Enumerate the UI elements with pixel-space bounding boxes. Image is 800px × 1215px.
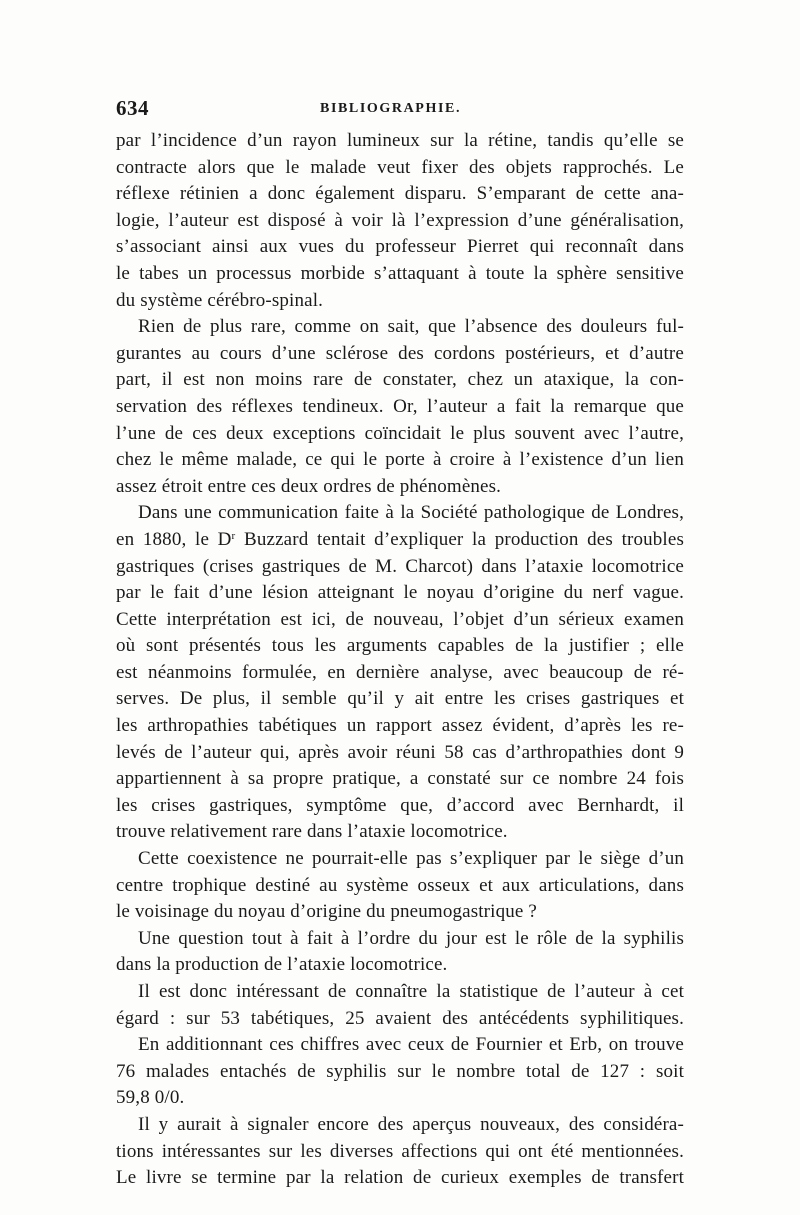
text-line: servation des réflexes tendineux. Or, l’auteur a fait la remarque que xyxy=(116,395,684,417)
text-line: s’associant ainsi aux vues du professeur Pierret qui reconnaît dans xyxy=(116,236,684,258)
text-line: égard : sur 53 tabétiques, 25 avaient des antécédents syphilitiques. xyxy=(116,1007,684,1029)
text-line: assez étroit entre ces deux ordres de phénomènes. xyxy=(116,475,502,497)
text-fragment: Buzzard tentait d’expliquer la production des troubles xyxy=(235,528,684,550)
text-line xyxy=(116,527,684,554)
text-line: le voisinage du noyau d’origine du pneumogastrique ? xyxy=(116,901,537,923)
text-line: levés de l’auteur qui, après avoir réuni 58 cas d’arthropathies dont 9 xyxy=(116,741,684,763)
paragraph-start-line: Il est donc intéressant de connaître la statistique de l’auteur à cet xyxy=(138,981,684,1002)
text-line: par le fait d’une lésion atteignant le noyau d’origine du nerf vague. xyxy=(116,582,684,604)
superscript: r xyxy=(231,529,236,542)
text-line: le tabes un processus morbide s’attaquant à toute la sphère sensitive xyxy=(116,262,684,284)
text-line: par l’incidence d’un rayon lumineux sur la rétine, tandis qu’elle se xyxy=(116,130,684,151)
text-line: 59,8 0/0. xyxy=(116,1087,185,1109)
running-title: BIBLIOGRAPHIE. xyxy=(320,101,462,116)
text-line: Cette interprétation est ici, de nouveau, l’objet d’un sérieux examen xyxy=(116,608,684,630)
text-line: contracte alors que le malade veut fixer des objets rapprochés. Le xyxy=(116,156,684,178)
paragraph-start-line: Une question tout à fait à l’ordre du jour est le rôle de la syphilis xyxy=(138,927,684,949)
paragraph-start-line: Dans une communication faite à la Société pathologique de Londres, xyxy=(138,502,684,524)
text-line: l’une de ces deux exceptions coïncidait le plus souvent avec l’autre, xyxy=(116,422,684,444)
text-line: gurantes au cours d’une sclérose des cordons postérieurs, et d’autre xyxy=(116,342,684,364)
text-line: centre trophique destiné au système osseux et aux articulations, dans xyxy=(116,874,684,896)
text-line: du système cérébro-spinal. xyxy=(116,289,324,311)
text-line: serves. De plus, il semble qu’il y ait entre les crises gastriques et xyxy=(116,688,684,710)
text-line: gastriques (crises gastriques de M. Charcot) dans l’ataxie locomotrice xyxy=(116,555,684,577)
page-number: 634 xyxy=(116,96,149,120)
text-line: les crises gastriques, symptôme que, d’accord avec Bernhardt, il xyxy=(116,794,684,816)
paragraph-start-line: Rien de plus rare, comme on sait, que l’absence des douleurs ful- xyxy=(138,316,684,338)
text-fragment: en 1880, le D xyxy=(116,528,232,550)
paragraph-start-line: En additionnant ces chiffres avec ceux de Fournier et Erb, on trouve xyxy=(138,1034,684,1056)
text-line: les arthropathies tabétiques un rapport assez évident, d’après les re- xyxy=(116,715,684,737)
text-line: Le livre se termine par la relation de curieux exemples de transfert xyxy=(116,1167,684,1189)
text-line: où sont présentés tous les arguments capables de la justifier ; elle xyxy=(116,635,684,657)
text-line: logie, l’auteur est disposé à voir là l’expression d’une généralisation, xyxy=(116,209,684,231)
text-line: 76 malades entachés de syphilis sur le nombre total de 127 : soit xyxy=(116,1060,684,1082)
text-line: trouve relativement rare dans l’ataxie locomotrice. xyxy=(116,821,508,843)
text-line: dans la production de l’ataxie locomotrice. xyxy=(116,954,448,976)
paragraph-start-line: Il y aurait à signaler encore des aperçus nouveaux, des considéra- xyxy=(138,1113,684,1135)
paragraph-start-line: Cette coexistence ne pourrait-elle pas s’expliquer par le siège d’un xyxy=(138,848,684,870)
text-line: appartiennent à sa propre pratique, a constaté sur ce nombre 24 fois xyxy=(116,768,684,790)
text-line: réflexe rétinien a donc également disparu. S’emparant de cette ana- xyxy=(116,183,684,205)
running-head xyxy=(116,96,684,126)
text-line: part, il est non moins rare de constater, chez un ataxique, la con- xyxy=(116,369,684,391)
text-line: est néanmoins formulée, en dernière analyse, avec beaucoup de ré- xyxy=(116,661,684,683)
text-line: tions intéressantes sur les diverses affections qui ont été mentionnées. xyxy=(116,1140,684,1162)
body-text xyxy=(116,128,684,1192)
text-line: chez le même malade, ce qui le porte à croire à l’existence d’un lien xyxy=(116,449,684,471)
